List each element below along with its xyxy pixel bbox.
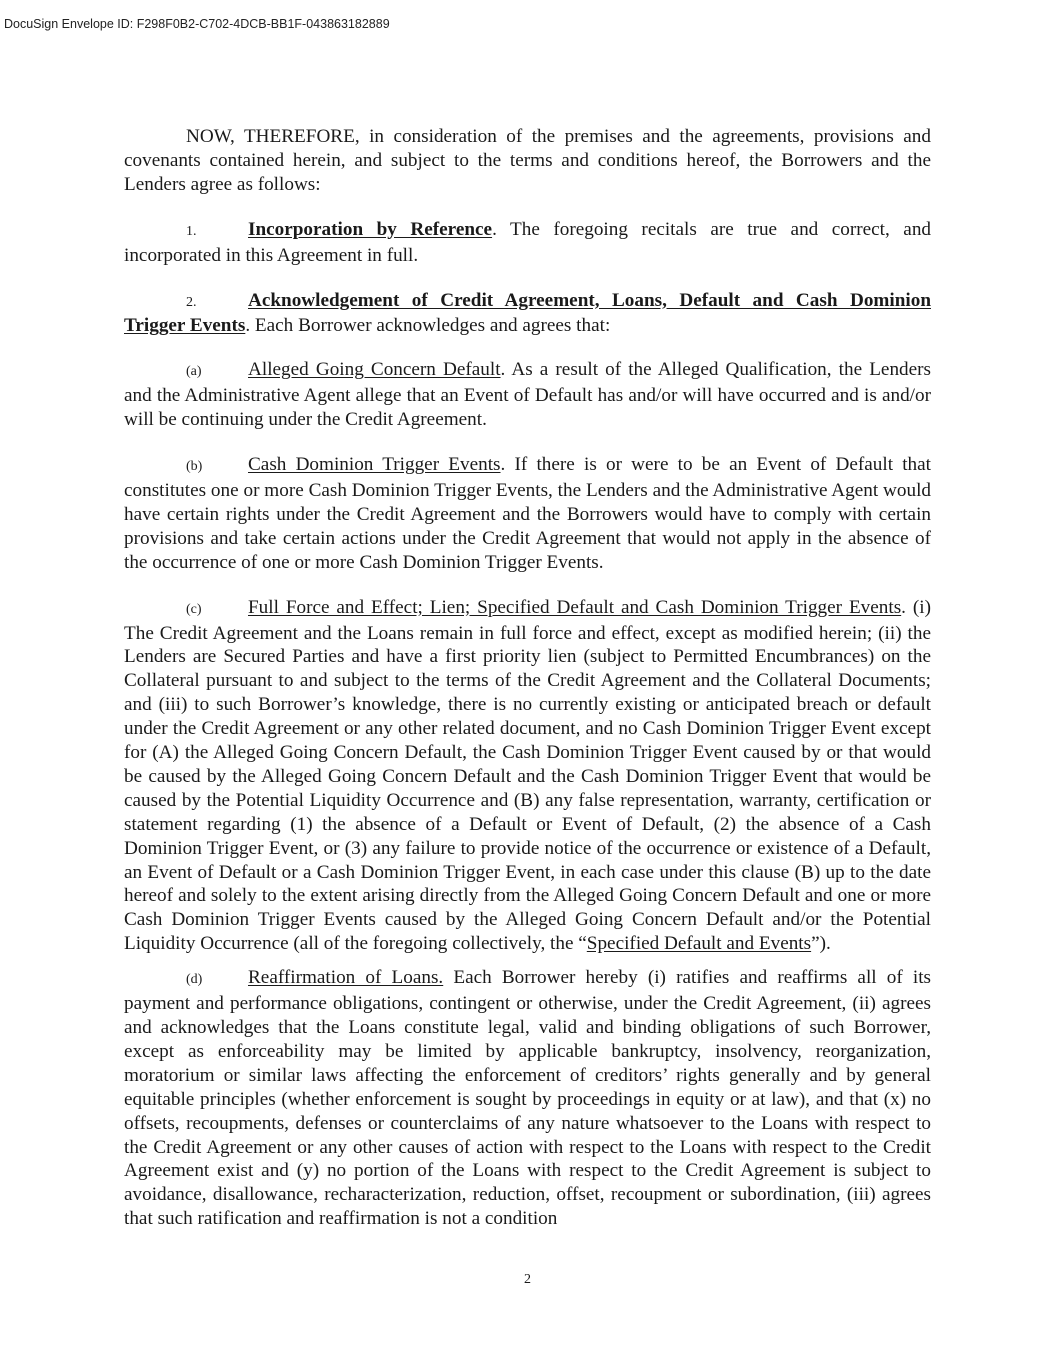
clause-heading: Alleged Going Concern Default bbox=[248, 359, 501, 381]
clause-b-paragraph bbox=[124, 453, 931, 575]
section-text: . The foregoing recitals are true and correct, and incorporated in this Agreement in full. bbox=[124, 218, 932, 266]
section-number: 1. bbox=[186, 223, 197, 239]
section-heading: Incorporation by Reference bbox=[248, 218, 493, 240]
clause-heading: Cash Dominion Trigger Events bbox=[248, 454, 501, 476]
clause-a-paragraph bbox=[124, 358, 931, 432]
clause-text: . If there is or were to be an Event of Default that constitutes one or more Cash Dominion Trigger Events, the Lenders and the Administrative Agent would have certain rights under the Credit Agreement and the Borrowers would have to comply with certain provisions and take certain actions under the Credit Agreement that would not apply in the absence of the occurrence of one or more Cash Dominion Trigger Events. bbox=[124, 454, 931, 573]
clause-d-paragraph bbox=[124, 966, 931, 1231]
document-body bbox=[124, 125, 931, 1231]
clause-label: (b) bbox=[186, 459, 203, 475]
section-text: . Each Borrower acknowledges and agrees that: bbox=[245, 315, 611, 337]
clause-label: (d) bbox=[186, 972, 203, 988]
intro-paragraph: NOW, THEREFORE, in consideration of the premises and the agreements, provisions and covenants contained herein, and subject to the terms and conditions hereof, the Borrowers and the Lenders agree as follows: bbox=[124, 126, 931, 195]
clause-c-paragraph bbox=[124, 596, 931, 957]
section-heading: Acknowledgement of Credit Agreement, Loans, Default and Cash Dominion Trigger Events bbox=[124, 289, 931, 337]
section-number: 2. bbox=[186, 294, 197, 310]
page-number: 2 bbox=[524, 1272, 531, 1287]
clause-label: (c) bbox=[186, 601, 202, 617]
clause-text: . (i) The Credit Agreement and the Loans remain in full force and effect, except as modified herein; (ii) the Lenders are Secured Parties and have a first priority lien (subject to Permitted Encumbrances) on the Collateral pursuant to and subject to the terms of the Credit Agreement and the Collateral Documents; and (iii) to such Borrower’s knowledge, there is no currently existing or anticipated breach or default under the Credit Agreement or any other related document, and no Cash Dominion Trigger Event except for (A) the Alleged Going Concern Default, the Cash Dominion Trigger Event caused by or that would be caused by the Alleged Going Concern Default and the Cash Dominion Trigger Event that would be caused by the Potential Liquidity Occurrence and (B) any false representation, warranty, certification or statement regarding (1) the absence of a Default or Event of Default, (2) the absence of a Cash Dominion Trigger Event, or (3) any failure to provide notice of the occurrence or existence of a Default, an Event of Default or a Cash Dominion Trigger Event, in each case under this clause (B) up to the date hereof and solely to the extent arising directly from the Alleged Going Concern Default and one or more Cash Dominion Trigger Events caused by the Alleged Going Concern Default and/or the Potential Liquidity Occurrence (all of the foregoing collectively, the “ bbox=[124, 596, 931, 955]
clause-heading: Full Force and Effect; Lien; Specified Default and Cash Dominion Trigger Events bbox=[248, 596, 902, 618]
defined-term: Specified Default and Events bbox=[586, 933, 812, 955]
clause-text: . As a result of the Alleged Qualification, the Lenders and the Administrative Agent allege that an Event of Default has and/or will have occurred and is and/or will be continuing under the Credit Agreement. bbox=[124, 359, 932, 431]
clause-heading: Reaffirmation of Loans. bbox=[248, 967, 444, 989]
section-2-paragraph bbox=[124, 289, 931, 339]
section-1-paragraph bbox=[124, 218, 931, 268]
clause-label: (a) bbox=[186, 364, 202, 380]
docusign-envelope-id: DocuSign Envelope ID: F298F0B2-C702-4DCB-BB1F-043863182889 bbox=[4, 17, 390, 31]
clause-text: Each Borrower hereby (i) ratifies and reaffirms all of its payment and performance obligations, contingent or otherwise, under the Credit Agreement, (ii) agrees and acknowledges that the Loans constitute legal, valid and binding obligations of such Borrower, except as enforceability may be limited by applicable bankruptcy, insolvency, reorganization, moratorium or similar laws affecting the enforcement of creditors’ rights generally and by general equitable principles (whether enforcement is sought by proceedings in equity or at law), and that (x) no offsets, recoupments, defenses or counterclaims of any nature whatsoever to the Loans with respect to the Credit Agreement or any other causes of action with respect to the Loans with respect to the Credit Agreement exist and (y) no portion of the Loans with respect to the Credit Agreement is subject to avoidance, disallowance, recharacterization, reduction, offset, recoupment or subordination, (iii) agrees that such ratification and reaffirmation is not a condition bbox=[124, 967, 931, 1230]
clause-closing: ”). bbox=[811, 933, 831, 955]
